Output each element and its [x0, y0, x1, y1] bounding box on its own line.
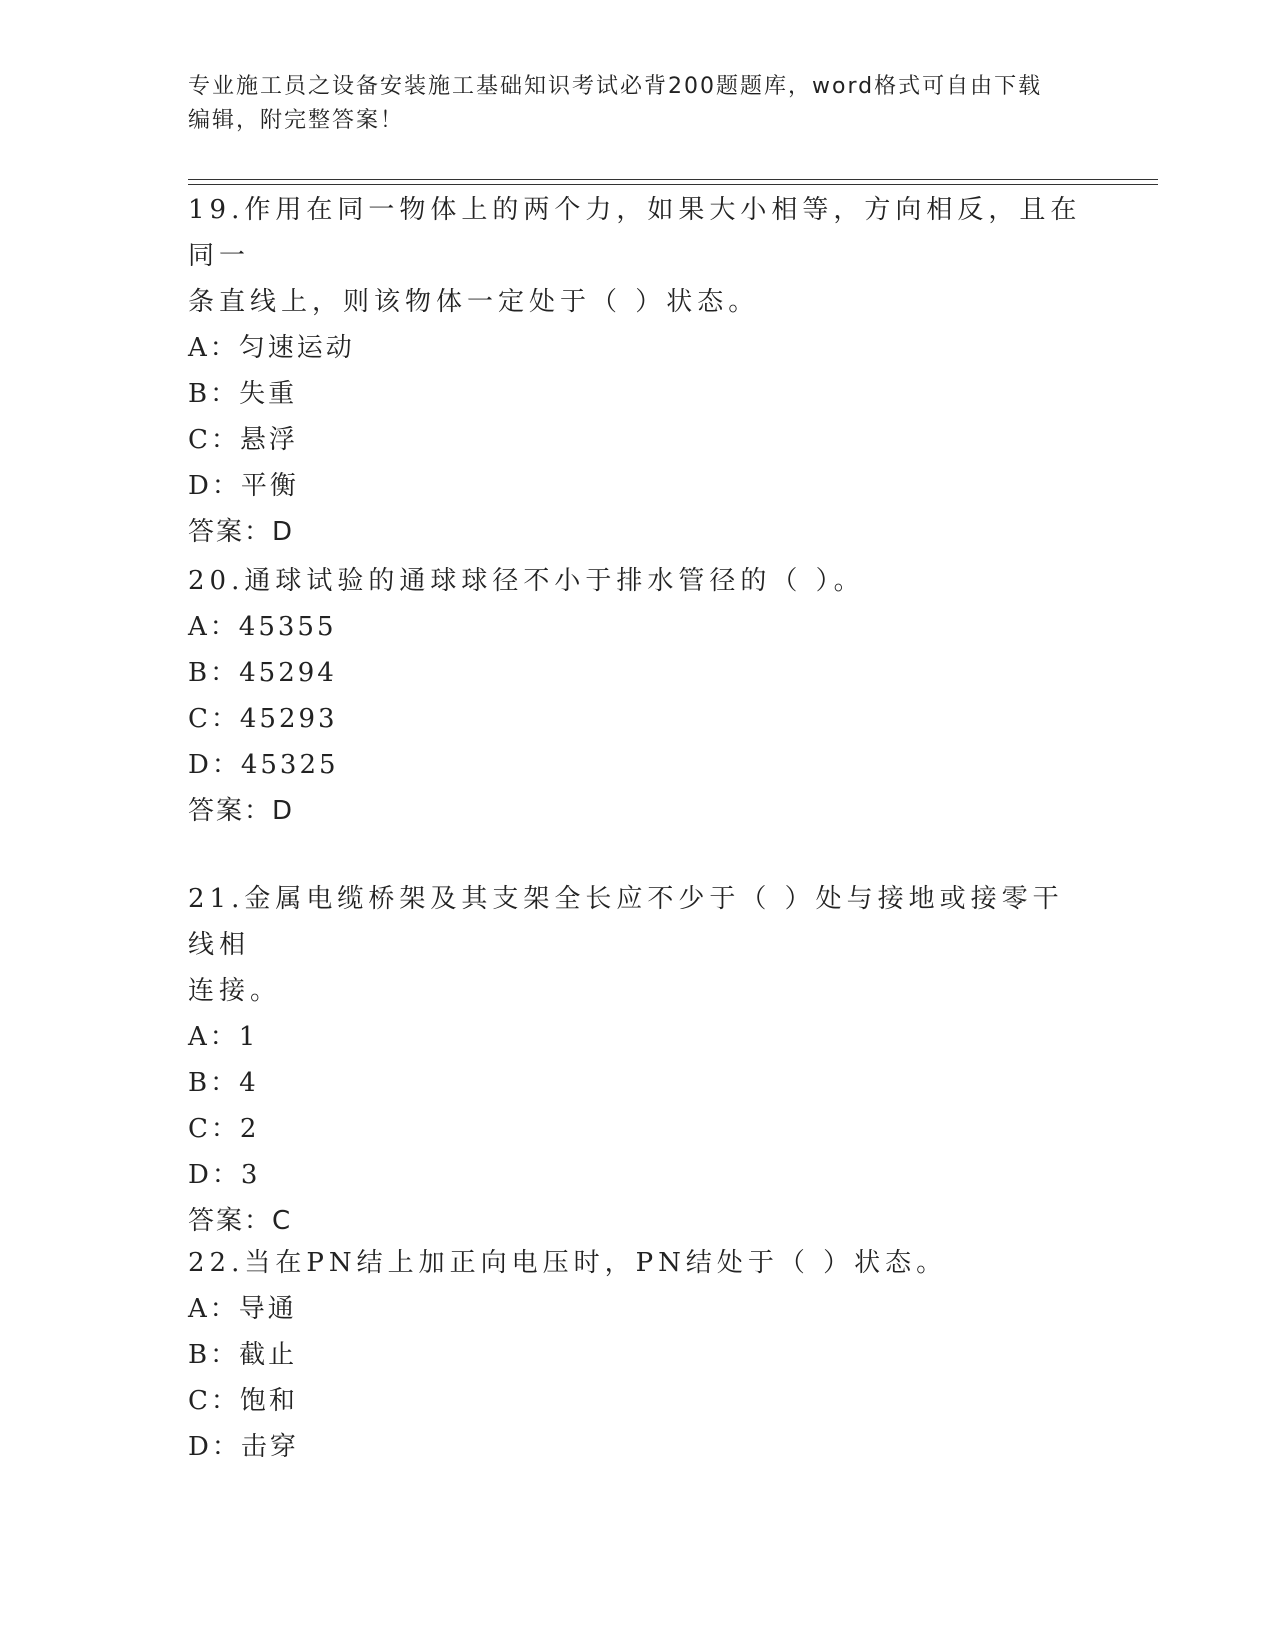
header-divider-top [188, 179, 1158, 180]
header-line-2: 编辑，附完整答案！ [188, 108, 405, 133]
page-header [188, 70, 1068, 138]
question-stem-line: 19.作用在同一物体上的两个力，如果大小相等，方向相反，且在同一 [188, 195, 1082, 271]
option-c: C：2 [188, 1114, 260, 1144]
option-c: C：悬浮 [188, 425, 298, 455]
question-stem-line: 连接。 [188, 976, 282, 1006]
option-b: B：失重 [188, 379, 298, 409]
option-b: B：截止 [188, 1340, 298, 1370]
option-d: D：击穿 [188, 1432, 299, 1462]
option-a: A：导通 [188, 1294, 297, 1324]
answer-label: 答案：D [188, 796, 295, 826]
option-c: C：饱和 [188, 1386, 298, 1416]
question-stem-line: 21.金属电缆桥架及其支架全长应不少于（ ）处与接地或接零干线相 [188, 884, 1064, 960]
question-stem-line: 条直线上，则该物体一定处于（ ）状态。 [188, 287, 760, 317]
option-d: D：45325 [188, 750, 339, 780]
option-b: B：4 [188, 1068, 259, 1098]
option-d: D：平衡 [188, 471, 299, 501]
option-c: C：45293 [188, 704, 338, 734]
question-stem-line: 22.当在PN结上加正向电压时，PN结处于（ ）状态。 [188, 1248, 948, 1278]
question-21 [188, 876, 1088, 1244]
answer-label: 答案：D [188, 517, 295, 547]
header-divider-bottom [188, 184, 1158, 185]
option-a: A：45355 [188, 612, 337, 642]
question-stem-line: 20.通球试验的通球球径不小于排水管径的（ ）。 [188, 566, 865, 596]
question-19 [188, 187, 1088, 555]
header-line-1: 专业施工员之设备安装施工基础知识考试必背200题题库，word格式可自由下载 [188, 74, 1043, 99]
option-a: A：匀速运动 [188, 333, 355, 363]
option-b: B：45294 [188, 658, 337, 688]
option-a: A：1 [188, 1022, 259, 1052]
question-22 [188, 1240, 1088, 1470]
answer-label: 答案：C [188, 1206, 293, 1236]
option-d: D：3 [188, 1160, 261, 1190]
question-20 [188, 558, 1088, 834]
